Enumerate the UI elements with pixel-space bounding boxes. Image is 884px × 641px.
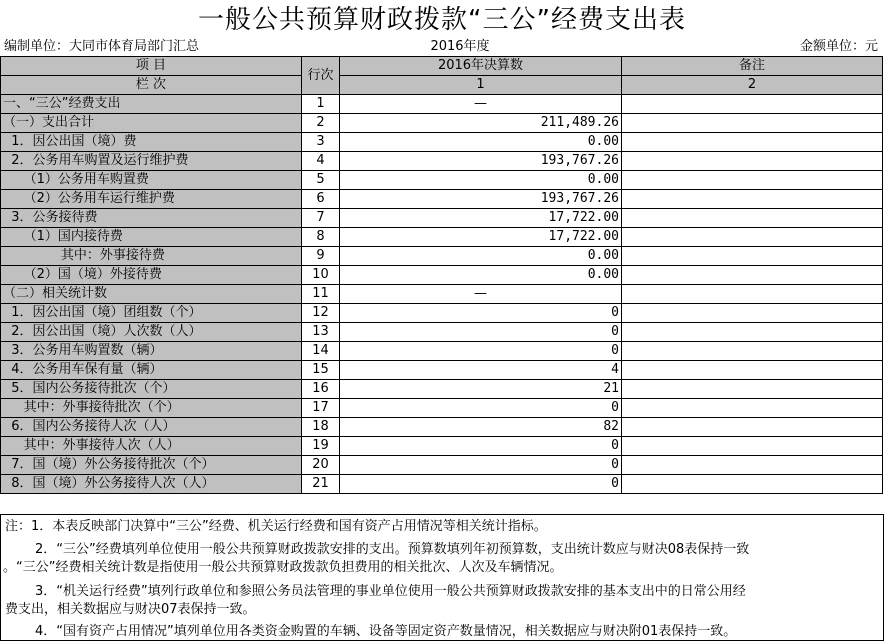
row-amount: 0.00	[340, 266, 622, 285]
row-remark	[622, 133, 883, 152]
row-number: 13	[302, 323, 340, 342]
row-amount: 21	[340, 380, 622, 399]
header-item: 项 目	[1, 57, 302, 76]
row-label: 7．国（境）外公务接待批次（个）	[1, 456, 302, 475]
row-remark	[622, 247, 883, 266]
table-row	[1, 323, 883, 342]
row-amount: —	[340, 285, 622, 304]
row-number: 2	[302, 114, 340, 133]
table-row	[1, 133, 883, 152]
row-number: 16	[302, 380, 340, 399]
table-row	[1, 152, 883, 171]
note-line: 。“三公”经费相关统计数是指使用一般公共预算财政拨款负担费用的相关批次、人次及车辆情况。	[3, 560, 563, 575]
table-row	[1, 399, 883, 418]
row-amount: 0	[340, 399, 622, 418]
row-remark	[622, 152, 883, 171]
header-row	[1, 57, 883, 76]
row-label: （1）国内接待费	[1, 228, 302, 247]
table-row	[1, 171, 883, 190]
row-remark	[622, 228, 883, 247]
row-amount: 17,722.00	[340, 228, 622, 247]
row-remark	[622, 266, 883, 285]
row-amount: 211,489.26	[340, 114, 622, 133]
row-label: 其中：外事接待批次（个）	[1, 399, 302, 418]
row-number: 18	[302, 418, 340, 437]
row-remark	[622, 437, 883, 456]
row-amount: 0.00	[340, 133, 622, 152]
column-number-row	[1, 76, 883, 95]
row-label: 2．公务用车购置及运行维护费	[1, 152, 302, 171]
table-row	[1, 190, 883, 209]
row-label: （1）公务用车购置费	[1, 171, 302, 190]
row-remark	[622, 209, 883, 228]
row-number: 6	[302, 190, 340, 209]
row-amount: 193,767.26	[340, 152, 622, 171]
row-remark	[622, 361, 883, 380]
row-number: 12	[302, 304, 340, 323]
row-number: 21	[302, 475, 340, 494]
row-label: 3．公务用车购置数（辆）	[1, 342, 302, 361]
row-number: 19	[302, 437, 340, 456]
row-remark	[622, 475, 883, 494]
row-amount: 0.00	[340, 171, 622, 190]
row-remark	[622, 171, 883, 190]
table-row	[1, 247, 883, 266]
table-row	[1, 361, 883, 380]
note-line: 2．“三公”经费填列单位使用一般公共预算财政拨款安排的支出。预算数填列年初预算数，支出统计数应与财决08表保持一致	[35, 542, 750, 557]
table-row	[1, 114, 883, 133]
row-label: 1．因公出国（境）团组数（个）	[1, 304, 302, 323]
table-row	[1, 456, 883, 475]
row-remark	[622, 399, 883, 418]
row-remark	[622, 418, 883, 437]
table-row	[1, 95, 883, 114]
row-remark	[622, 95, 883, 114]
row-number: 7	[302, 209, 340, 228]
expenditure-table	[0, 56, 883, 494]
row-remark	[622, 304, 883, 323]
row-number: 10	[302, 266, 340, 285]
row-amount: 0	[340, 304, 622, 323]
column-number-1: 1	[340, 76, 622, 95]
row-amount: 82	[340, 418, 622, 437]
row-label: 3．公务接待费	[1, 209, 302, 228]
note-line: 注：1．本表反映部门决算中“三公”经费、机关运行经费和国有资产占用情况等相关统计指标。	[5, 519, 547, 534]
note-line: 费支出，相关数据应与财决07表保持一致。	[5, 602, 256, 617]
row-number: 11	[302, 285, 340, 304]
row-number: 8	[302, 228, 340, 247]
row-amount: 17,722.00	[340, 209, 622, 228]
header-column-label: 栏 次	[1, 76, 302, 95]
row-label: 6．国内公务接待人次（人）	[1, 418, 302, 437]
row-number: 5	[302, 171, 340, 190]
table-row	[1, 266, 883, 285]
table-row	[1, 304, 883, 323]
header-remark: 备注	[622, 57, 883, 76]
row-amount: 4	[340, 361, 622, 380]
row-label: 5．国内公务接待批次（个）	[1, 380, 302, 399]
row-amount: —	[340, 95, 622, 114]
row-remark	[622, 285, 883, 304]
row-label: 2．因公出国（境）人次数（人）	[1, 323, 302, 342]
row-remark	[622, 380, 883, 399]
reporting-unit: 编制单位：大同市体育局部门汇总	[4, 39, 200, 54]
row-amount: 193,767.26	[340, 190, 622, 209]
row-label: 其中：外事接待人次（人）	[1, 437, 302, 456]
row-number: 4	[302, 152, 340, 171]
table-row	[1, 209, 883, 228]
report-year: 2016年度	[430, 39, 490, 54]
row-number: 15	[302, 361, 340, 380]
row-label: （2）国（境）外接待费	[1, 266, 302, 285]
row-amount: 0.00	[340, 247, 622, 266]
row-amount: 0	[340, 456, 622, 475]
row-number: 1	[302, 95, 340, 114]
row-remark	[622, 342, 883, 361]
note-line: 3．“机关运行经费”填列行政单位和参照公务员法管理的事业单位使用一般公共预算财政拨款安排的基本支出中的日常公用经	[35, 584, 746, 599]
row-label: （一）支出合计	[1, 114, 302, 133]
row-remark	[622, 190, 883, 209]
row-label: 4．公务用车保有量（辆）	[1, 361, 302, 380]
row-amount: 0	[340, 323, 622, 342]
table-row	[1, 285, 883, 304]
row-label: （2）公务用车运行维护费	[1, 190, 302, 209]
row-remark	[622, 323, 883, 342]
table-row	[1, 228, 883, 247]
row-label: 1．因公出国（境）费	[1, 133, 302, 152]
row-remark	[622, 114, 883, 133]
row-label: 8．国（境）外公务接待人次（人）	[1, 475, 302, 494]
row-number: 14	[302, 342, 340, 361]
header-amount: 2016年决算数	[340, 57, 622, 76]
table-row	[1, 342, 883, 361]
report-title: 一般公共预算财政拨款“三公”经费支出表	[198, 5, 686, 35]
row-number: 20	[302, 456, 340, 475]
row-number: 9	[302, 247, 340, 266]
column-number-2: 2	[622, 76, 883, 95]
table-row	[1, 380, 883, 399]
header-row-no: 行次	[302, 57, 340, 95]
row-label: 一、“三公”经费支出	[1, 95, 302, 114]
row-label: 其中：外事接待费	[1, 247, 302, 266]
row-number: 17	[302, 399, 340, 418]
row-number: 3	[302, 133, 340, 152]
money-unit: 金额单位：元	[799, 39, 878, 54]
row-label: （二）相关统计数	[1, 285, 302, 304]
notes-panel	[0, 514, 884, 641]
row-amount: 0	[340, 342, 622, 361]
table-row	[1, 475, 883, 494]
table-row	[1, 418, 883, 437]
note-line: 4．“国有资产占用情况”填列单位用各类资金购置的车辆、设备等固定资产数量情况，相关数据应与财决附01表保持一致。	[35, 624, 737, 639]
row-amount: 0	[340, 475, 622, 494]
row-remark	[622, 456, 883, 475]
table-row	[1, 437, 883, 456]
table-body	[1, 95, 883, 494]
row-amount: 0	[340, 437, 622, 456]
